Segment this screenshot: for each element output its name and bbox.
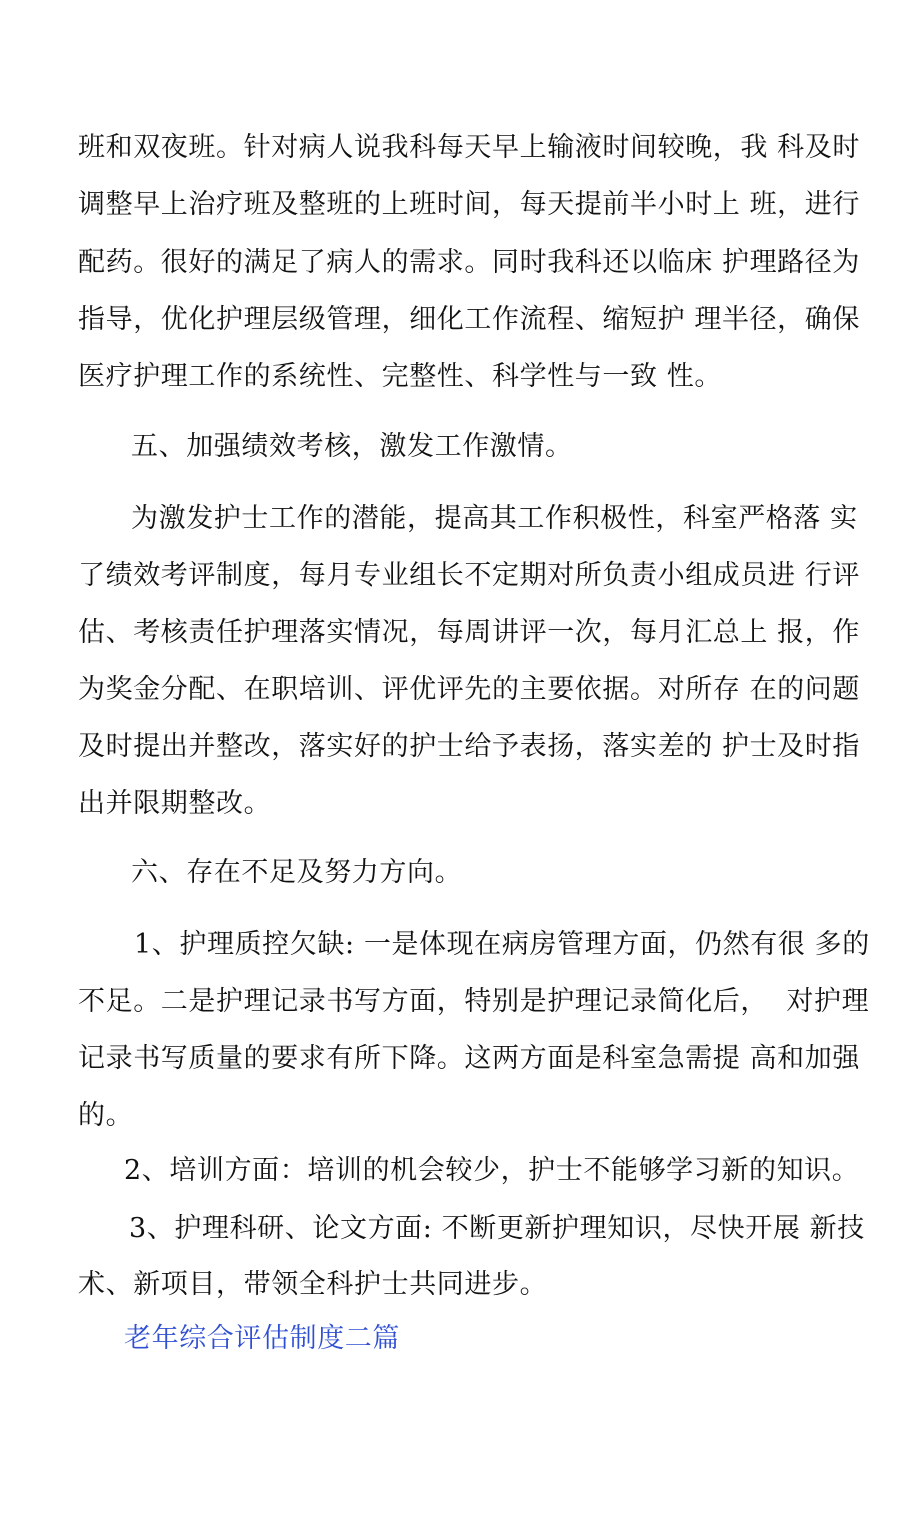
section-heading-6: 六、存在不足及努力方向。 xyxy=(131,857,463,888)
text-line: 医疗护理工作的系统性、完整性、科学性与一致 性。 xyxy=(78,361,722,392)
text-line: 不足。二是护理记录书写方面，特别是护理记录简化后， 对护理 xyxy=(78,986,870,1017)
list-item-2: 2、培训方面：培训的机会较少，护士不能够学习新的知识。 xyxy=(124,1155,860,1186)
list-item-3: 3、护理科研、论文方面: 不断更新护理知识，尽快开展 新技 xyxy=(129,1213,865,1244)
text-line: 指导，优化护理层级管理，细化工作流程、缩短护 理半径，确保 xyxy=(78,304,860,335)
text-line: 术、新项目，带领全科护士共同进步。 xyxy=(78,1269,548,1300)
text-line: 及时提出并整改，落实好的护士给予表扬，落实差的 护士及时指 xyxy=(78,731,860,762)
text-line: 调整早上治疗班及整班的上班时间，每天提前半小时上 班，进行 xyxy=(78,189,860,220)
text-line: 为奖金分配、在职培训、评优评先的主要依据。对所存 在的问题 xyxy=(78,674,860,705)
text-line: 为激发护士工作的潜能，提高其工作积极性，科室严格落 实 xyxy=(131,503,858,534)
section-heading-5: 五、加强绩效考核，激发工作激情。 xyxy=(131,431,573,462)
related-article-link[interactable]: 老年综合评估制度二篇 xyxy=(124,1323,400,1354)
list-item-1: 1、护理质控欠缺: 一是体现在病房管理方面，仍然有很 多的 xyxy=(134,929,870,960)
text-line: 了绩效考评制度，每月专业组长不定期对所负责小组成员进 行评 xyxy=(78,560,860,591)
text-line: 的。 xyxy=(78,1100,134,1131)
text-line: 班和双夜班。针对病人说我科每天早上输液时间较晚，我 科及时 xyxy=(78,132,860,163)
text-line: 配药。很好的满足了病人的需求。同时我科还以临床 护理路径为 xyxy=(78,247,860,278)
text-line: 出并限期整改。 xyxy=(78,788,272,819)
text-line: 估、考核责任护理落实情况，每周讲评一次，每月汇总上 报，作 xyxy=(78,617,860,648)
text-line: 记录书写质量的要求有所下降。这两方面是科室急需提 高和加强 xyxy=(78,1043,860,1074)
